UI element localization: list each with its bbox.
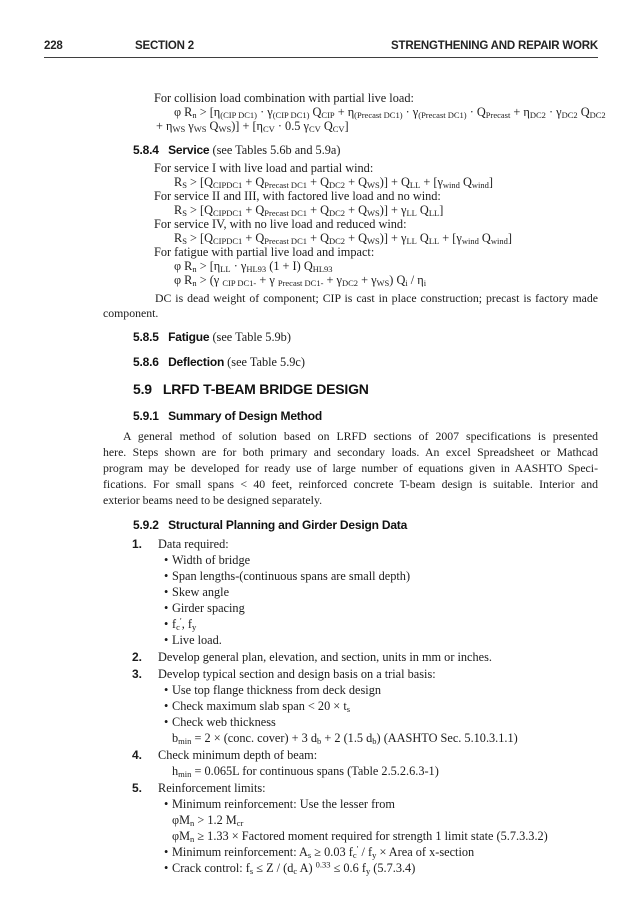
formula-line: φ $R_n > [\eta_{(CIP DC1)} \cdot \gamma_{(CIP DC1)}$ $Q_{CIP} + \eta_{(Precast DC1)} \cdot \gamma_{(Precast DC1)} \cdot Q_{Precast} + \eta_{DC2} \cdot \gamma_{DC2}$ $Q_{DC2}$ (174, 105, 606, 120)
bullet-item: • Girder spacing (164, 601, 245, 615)
list-number: 4. (132, 748, 143, 762)
bullet-icon: • (164, 699, 169, 713)
subsection-heading: 5.9.2 Structural Planning and Girder Design Data (133, 518, 408, 532)
bullet-icon: • (164, 797, 169, 811)
paragraph-line: DC is dead weight of component; CIP is cast in place construction; precast is factory made (155, 291, 598, 305)
formula-line: + $\eta_{WS}$ $\gamma_{WS}$ $Q_{WS})] + [\eta_{CV} \cdot 0.5$ $\gamma_{CV}$ $Q_{CV}$] (156, 119, 349, 134)
bullet-icon: • (164, 553, 169, 567)
bullet-icon: • (164, 617, 169, 631)
formula-line: φ $R_n > [\eta_{LL} \cdot \gamma_{HL93}$ (1 + I) $Q_{HL93}$ (174, 259, 333, 274)
list-number: 5. (132, 781, 143, 795)
bullet-item: • Minimum reinforcement: Use the lesser from (164, 797, 395, 811)
bullet-icon: • (164, 585, 169, 599)
subformula-line: $\varphi M_n \ge 1.33$ × Factored moment required for strength 1 limit state (5.7.3.3.2) (172, 829, 548, 844)
bullet-item: • Span lengths-(continuous spans are small depth) (164, 569, 411, 583)
bullet-item: • $f_c'$, $f_y$ (164, 615, 197, 632)
paragraph-line: here. Steps shown are for both primary and secondary loads. An excel Spreadsheet or Mathcad (103, 445, 598, 459)
paragraph-line: For service I with live load and partial wind: (154, 161, 374, 175)
paragraph-line: exterior beams need to be designed separately. (103, 493, 323, 507)
list-item: 1. Data required: (132, 537, 229, 551)
subformula-line: $\varphi M_n > 1.2$ $M_{cr}$ (172, 813, 244, 828)
list-item: 4. Check minimum depth of beam: (132, 748, 318, 762)
formula-line: $R_S > [Q_{CIPDC1} + Q_{Precast DC1} + Q_{DC2} + Q_{WS})] + \gamma_{LL}$ $Q_{LL}$] (174, 203, 444, 218)
bullet-icon: • (164, 569, 169, 583)
section-heading: 5.8.6 Deflection (see Table 5.9c) (133, 355, 305, 369)
list-item: 3. Develop typical section and design basis on a trial basis: (132, 667, 436, 681)
formula-line: $R_S > [Q_{CIPDC1} + Q_{Precast DC1} + Q_{DC2} + Q_{WS})] + \gamma_{LL}$ $Q_{LL} + [\gamma_{wind}$ $Q_{wind}$] (174, 231, 512, 246)
bullet-item: • Skew angle (164, 585, 230, 599)
list-number: 2. (132, 650, 143, 664)
paragraph-line: A general method of solution based on LRFD sections of 2007 specifications is presented (123, 429, 598, 443)
running-title: STRENGTHENING AND REPAIR WORK (391, 40, 598, 52)
paragraph-line: For fatigue with partial live load and impact: (154, 245, 375, 259)
chapter-heading: 5.9 LRFD T-BEAM BRIDGE DESIGN (133, 381, 369, 397)
bullet-icon: • (164, 683, 169, 697)
paragraph-line: program may be developed for ready use of large number of equations given in AASHTO Speci- (103, 461, 598, 475)
bullet-item: • Check maximum slab span < $20 \times t_s$ (164, 699, 351, 714)
bullet-item: • Check web thickness (164, 715, 276, 729)
section-label: SECTION 2 (135, 40, 194, 52)
section-heading: 5.8.4 Service (see Tables 5.6b and 5.9a) (133, 143, 341, 157)
formula-line: $R_S > [Q_{CIPDC1} + Q_{Precast DC1} + Q_{DC2} + Q_{WS})] + Q_{LL} + [\gamma_{wind}$ $Q_{wind}$] (174, 175, 493, 190)
list-item: 5. Reinforcement limits: (132, 781, 266, 795)
bullet-item: • Width of bridge (164, 553, 251, 567)
page-number: 228 (44, 40, 63, 52)
paragraph-line: For service IV, with no live load and reduced wind: (154, 217, 407, 231)
bullet-icon: • (164, 845, 169, 859)
page-content (103, 58, 606, 876)
page-header (44, 0, 598, 52)
subformula-line: $h_{min} = 0.065L$ for continuous spans (Table 2.5.2.6.3-1) (172, 764, 439, 779)
subformula-line: $b_{min} = 2$ × (conc. cover) + 3 $d_b + 2$ (1.5 $d_b$) (AASHTO Sec. 5.10.3.1.1) (172, 731, 518, 746)
list-item: 2. Develop general plan, elevation, and section, units in mm or inches. (132, 650, 492, 664)
bullet-icon: • (164, 633, 169, 647)
paragraph-line: fications. For small spans < 40 feet, reinforced concrete T-beam design is suitable. Interior and (103, 477, 598, 491)
list-number: 3. (132, 667, 143, 681)
bullet-icon: • (164, 601, 169, 615)
bullet-item: • Live load. (164, 633, 222, 647)
section-heading: 5.8.5 Fatigue (see Table 5.9b) (133, 330, 291, 344)
bullet-item: • Crack control: $f_s \le Z / (d_c$ A) $^{0.33}$ ≤ 0.6 $f_y$ (5.7.3.4) (164, 859, 416, 876)
paragraph-line: For service II and III, with factored live load and no wind: (154, 189, 441, 203)
bullet-item: • Minimum reinforcement: $A_s \ge 0.03$ $f_c' / f_y$ × Area of x-section (164, 843, 475, 860)
list-number: 1. (132, 537, 143, 551)
paragraph-line: component. (103, 306, 159, 320)
formula-line: φ $R_n > (\gamma$ $_{CIP DC1-}$ + γ $_{Precast DC1-} + \gamma_{DC2} + \gamma_{WS}$) $Q_i / \eta_i$ (174, 273, 427, 288)
paragraph-line: For collision load combination with partial live load: (154, 91, 414, 105)
bullet-item: • Use top flange thickness from deck design (164, 683, 381, 697)
bullet-icon: • (164, 861, 169, 875)
bullet-icon: • (164, 715, 169, 729)
subsection-heading: 5.9.1 Summary of Design Method (133, 409, 322, 423)
